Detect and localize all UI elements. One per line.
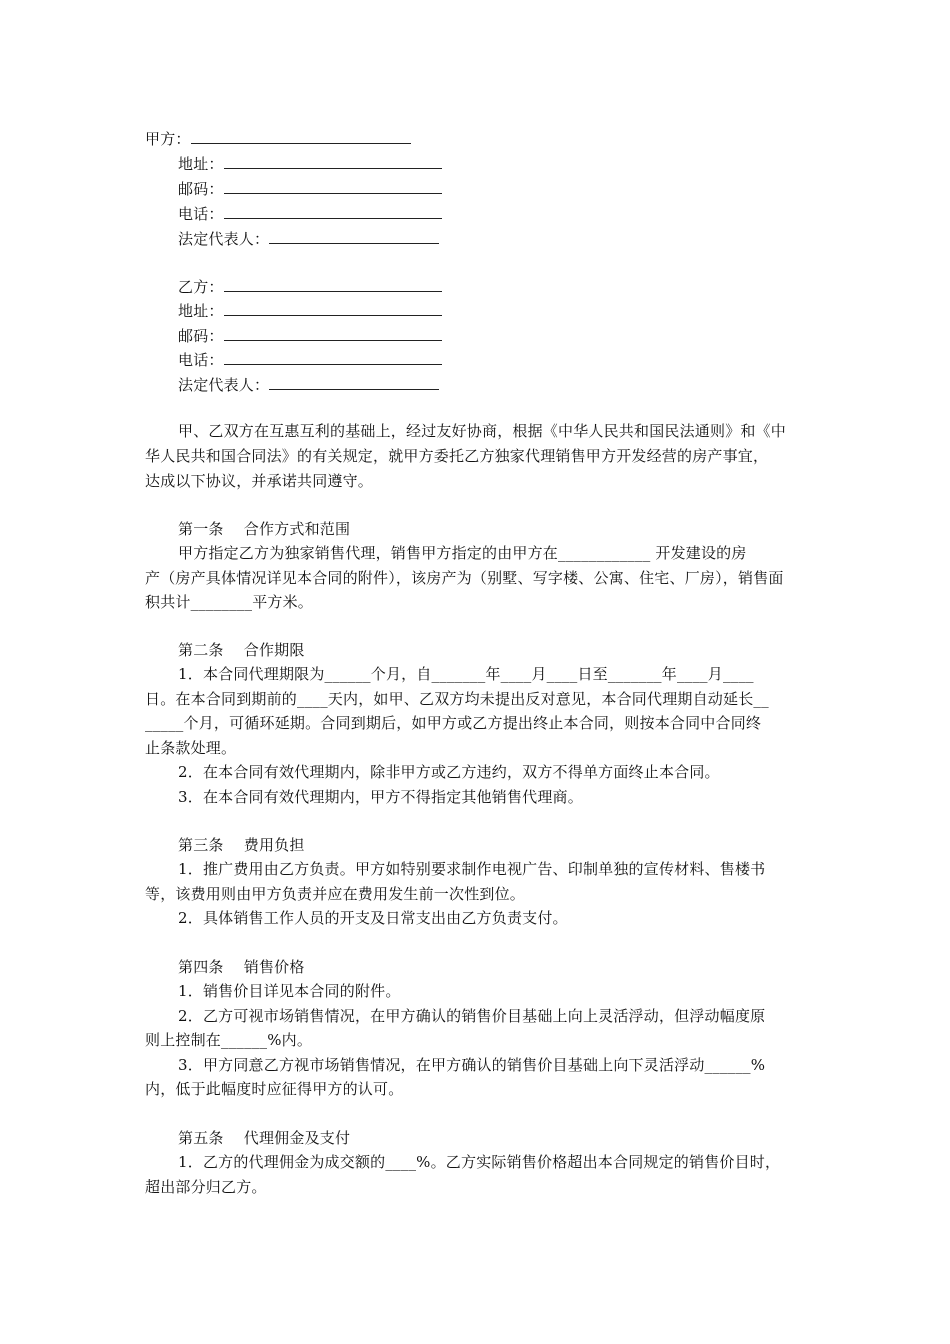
party-b-rep-label: 法定代表人： [178,376,270,394]
party-b-postcode-blank[interactable] [224,323,442,341]
article-4-title: 第四条 销售价格 [178,958,305,976]
party-a-rep-row [178,226,848,252]
article-4-line-3: 则上控制在______%内。 [145,1031,313,1049]
article-1-line-1: 甲方指定乙方为独家销售代理，销售甲方指定的由甲方在____________ 开发建设的房 [178,544,747,562]
article-2-line-3: _____个月，可循环延期。合同到期后，如甲方或乙方提出终止本合同，则按本合同中合同终 [145,714,762,732]
party-b-rep-row [178,372,848,398]
party-b-blank[interactable] [224,274,442,292]
party-b-phone-row [178,347,848,373]
article-5-title: 第五条 代理佣金及支付 [178,1129,351,1147]
party-a-phone-row [178,201,848,227]
party-a-address-blank[interactable] [224,151,442,169]
article-1-line-2: 产（房产具体情况详见本合同的附件），该房产为（别墅、写字楼、公寓、住宅、厂房），销售面 [145,569,784,587]
article-2-line-6: 3．在本合同有效代理期内，甲方不得指定其他销售代理商。 [178,788,583,806]
article-4-line-1: 1．销售价目详见本合同的附件。 [178,982,401,1000]
party-a-label: 甲方： [145,130,191,148]
article-2-line-5: 2．在本合同有效代理期内，除非甲方或乙方违约，双方不得单方面终止本合同。 [178,763,720,781]
party-a-rep-label: 法定代表人： [178,230,270,248]
party-b-postcode-label: 邮码： [178,327,224,345]
article-5-line-2: 超出部分归乙方。 [145,1178,267,1196]
article-2-line-1: 1．本合同代理期限为______个月，自_______年____月____日至_______年____月____ [178,665,754,683]
article-1-title: 第一条 合作方式和范围 [178,520,351,538]
party-b-label: 乙方： [178,278,224,296]
preamble-line-3: 达成以下协议，并承诺共同遵守。 [145,472,374,490]
party-b-address-blank[interactable] [224,298,442,316]
article-4-line-2: 2．乙方可视市场销售情况，在甲方确认的销售价目基础上向上灵活浮动，但浮动幅度原 [178,1007,766,1025]
party-a-address-row [178,151,848,177]
article-2-line-2: 日。在本合同到期前的____天内，如甲、乙双方均未提出反对意见，本合同代理期自动延长__ [145,690,769,708]
party-a-phone-blank[interactable] [224,201,442,219]
party-b-address-row [178,298,848,324]
article-1-line-3: 积共计________平方米。 [145,593,314,611]
party-a-phone-label: 电话： [178,205,224,223]
party-a-postcode-blank[interactable] [224,176,442,194]
party-a-blank[interactable] [191,126,411,144]
article-3-line-3: 2．具体销售工作人员的开支及日常支出由乙方负责支付。 [178,909,568,927]
party-b-name-row [178,274,848,300]
preamble-line-2: 华人民共和国合同法》的有关规定，就甲方委托乙方独家代理销售甲方开发经营的房产事宜， [145,447,769,465]
party-b-rep-blank[interactable] [269,372,439,390]
preamble-line-1: 甲、乙双方在互惠互利的基础上，经过友好协商，根据《中华人民共和国民法通则》和《中 [178,422,787,440]
article-5-line-1: 1．乙方的代理佣金为成交额的____%。乙方实际销售价格超出本合同规定的销售价目时， [178,1153,781,1171]
party-b-postcode-row [178,323,848,349]
party-a-name-row [145,126,815,152]
article-2-title: 第二条 合作期限 [178,641,305,659]
article-3-line-2: 等，该费用则由甲方负责并应在费用发生前一次性到位。 [145,885,526,903]
party-b-address-label: 地址： [178,302,224,320]
article-3-line-1: 1．推广费用由乙方负责。甲方如特别要求制作电视广告、印制单独的宣传材料、售楼书 [178,860,766,878]
article-3-title: 第三条 费用负担 [178,836,305,854]
party-b-phone-label: 电话： [178,351,224,369]
article-2-line-4: 止条款处理。 [145,739,237,757]
party-a-postcode-row [178,176,848,202]
article-4-line-5: 内，低于此幅度时应征得甲方的认可。 [145,1080,404,1098]
article-4-line-4: 3．甲方同意乙方视市场销售情况，在甲方确认的销售价目基础上向下灵活浮动______% [178,1056,766,1074]
party-b-phone-blank[interactable] [224,347,442,365]
party-a-postcode-label: 邮码： [178,180,224,198]
party-a-address-label: 地址： [178,155,224,173]
party-a-rep-blank[interactable] [269,226,439,244]
